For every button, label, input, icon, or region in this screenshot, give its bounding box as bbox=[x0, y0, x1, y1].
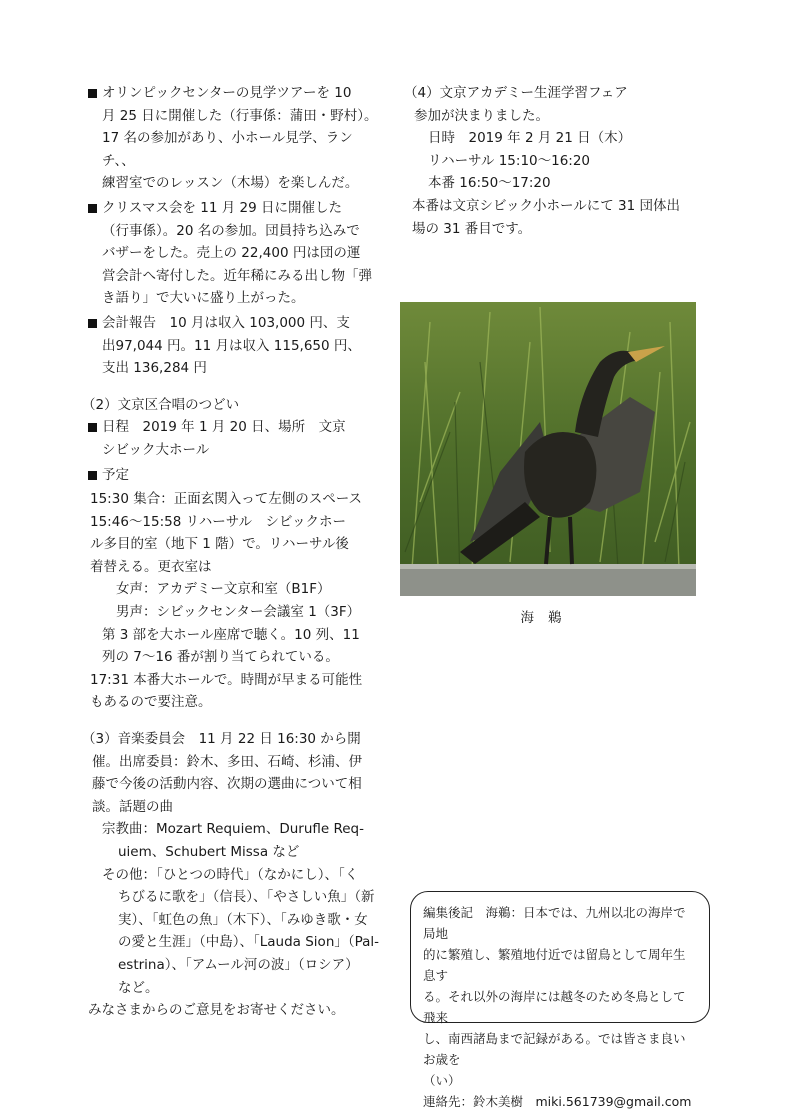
text-line: 場の 31 番目です。 bbox=[412, 220, 532, 237]
text-line: 会計報告 10 月は収入 103,000 円、支 bbox=[102, 314, 350, 331]
text-line: uiem、Schubert Missa など bbox=[118, 844, 300, 860]
bullet-square-icon bbox=[88, 204, 97, 213]
text-line: （3）音楽委員会 11 月 22 日 16:30 から開 bbox=[82, 731, 361, 748]
contact-line: 連絡先：鈴木美樹 miki.561739@gmail.com bbox=[423, 1094, 692, 1109]
photo-caption: 海鵜 bbox=[520, 610, 576, 626]
bullet-square-icon bbox=[88, 471, 97, 480]
text-line: 練習室でのレッスン（木場）を楽しんだ。 bbox=[102, 175, 359, 192]
text-line: その他：「ひとつの時代」（なかにし）、「く bbox=[102, 866, 359, 883]
text-line: 本番 16:50～17:20 bbox=[428, 175, 551, 192]
text-line: 女声：アカデミー文京和室（B1F） bbox=[116, 581, 331, 598]
section-3 bbox=[82, 728, 382, 818]
bullet-christmas bbox=[82, 197, 382, 310]
bullet-schedule bbox=[82, 416, 382, 461]
fair-schedule bbox=[404, 127, 704, 195]
text-line: る。それ以外の海岸には越冬のため冬鳥として飛来 bbox=[423, 989, 686, 1025]
bullet-square-icon bbox=[88, 319, 97, 328]
text-line: シビック大ホール bbox=[102, 441, 210, 458]
text-line: 実）、「虹色の魚」（木下）、「みゆき歌・女 bbox=[118, 911, 368, 928]
section-2-heading: （2）文京区合唱のつどい bbox=[82, 396, 240, 413]
text-line: ちびるに歌を」（信長）、「やさしい魚」（新 bbox=[118, 889, 375, 906]
other-pieces bbox=[82, 864, 382, 1000]
bullet-tour bbox=[82, 82, 382, 195]
performance-info bbox=[82, 669, 382, 714]
text-line: 支出 136,284 円 bbox=[102, 360, 207, 377]
text-line: 的に繁殖し、繁殖地付近では留鳥として周年生息す bbox=[423, 947, 686, 983]
text-line: 日時 2019 年 2 月 21 日（木） bbox=[428, 130, 632, 147]
text-line: リハーサル 15:10～16:20 bbox=[428, 152, 591, 169]
text-line: 男声：シビックセンター会議室 1（3F） bbox=[116, 604, 361, 621]
fair-note bbox=[404, 195, 704, 240]
text-line: 編集後記 海鵜：日本では、九州以北の海岸で局地 bbox=[423, 905, 686, 941]
text-line: （行事係）。20 名の参加。団員持ち込みで bbox=[102, 222, 360, 239]
bullet-square-icon bbox=[88, 89, 97, 98]
bullet-plan bbox=[82, 464, 382, 487]
text-line: 本番は文京シビック小ホールにて 31 団体出 bbox=[412, 197, 680, 214]
seat-info bbox=[82, 624, 382, 669]
text-line: 宗教曲：Mozart Requiem、Durufle Req- bbox=[102, 821, 364, 838]
text-line: 日程 2019 年 1 月 20 日、場所 文京 bbox=[102, 419, 346, 436]
bullet-accounting bbox=[82, 312, 382, 380]
text-line: 列の 7～16 番が割り当てられている。 bbox=[102, 649, 339, 666]
sacred-pieces bbox=[82, 818, 382, 863]
text-line: 月 25 日に開催した（行事係：蒲田・野村）。 bbox=[102, 107, 378, 124]
cormorant-photo bbox=[400, 302, 696, 596]
text-line: 出97,044 円。11 月は収入 115,650 円、 bbox=[102, 337, 361, 354]
text-line: 談。話題の曲 bbox=[92, 798, 173, 815]
text-line: 17 名の参加があり、小ホール見学、ランチ、、 bbox=[102, 130, 353, 169]
text-line: 第 3 部を大ホール座席で聴く。10 列、11 bbox=[102, 626, 360, 643]
bullet-square-icon bbox=[88, 423, 97, 432]
text-line: 着替える。更衣室は bbox=[90, 558, 212, 575]
text-line: estrina）、「アムール河の波」（ロシア） bbox=[118, 956, 359, 973]
text-line: 営会計へ寄付した。近年稀にみる出し物「弾 bbox=[102, 267, 372, 284]
text-line: 17:31 本番大ホールで。時間が早まる可能性 bbox=[90, 671, 363, 688]
text-line: の愛と生涯」（中島）、「Lauda Sion」（Pal- bbox=[118, 934, 380, 951]
text-line: （い） bbox=[423, 1073, 461, 1088]
closing-request: みなさまからのご意見をお寄せください。 bbox=[88, 1002, 345, 1019]
editor-note bbox=[410, 891, 710, 1109]
text-line: 予定 bbox=[102, 466, 129, 483]
text-line: オリンピックセンターの見学ツアーを 10 bbox=[102, 85, 352, 101]
text-line: 15:30 集合：正面玄関入って左側のスペース bbox=[90, 491, 363, 508]
schedule-block bbox=[82, 488, 382, 578]
text-line: し、南西諸島まで記録がある。では皆さま良いお歳を bbox=[423, 1031, 686, 1067]
text-line: 参加が決まりました。 bbox=[414, 107, 549, 124]
section-4-heading: （4）文京アカデミー生涯学習フェア bbox=[404, 85, 628, 101]
text-line: バザーをした。売上の 22,400 円は団の運 bbox=[102, 245, 361, 262]
dressing-rooms bbox=[82, 578, 382, 623]
right-column bbox=[404, 82, 704, 240]
text-line: 藤で今後の活動内容、次期の選曲について相 bbox=[92, 776, 362, 793]
text-line: 15:46～15:58 リハーサル シビックホー bbox=[90, 513, 346, 530]
text-line: き語り」で大いに盛り上がった。 bbox=[102, 290, 305, 307]
text-line: など。 bbox=[118, 979, 159, 996]
left-column bbox=[82, 82, 382, 1022]
text-line: 催。出席委員：鈴木、多田、石崎、杉浦、伊 bbox=[92, 753, 362, 770]
text-line: もあるので要注意。 bbox=[90, 694, 212, 711]
text-line: ル多目的室（地下 1 階）で。リハーサル後 bbox=[90, 536, 349, 553]
text-line: クリスマス会を 11 月 29 日に開催した bbox=[102, 199, 342, 216]
